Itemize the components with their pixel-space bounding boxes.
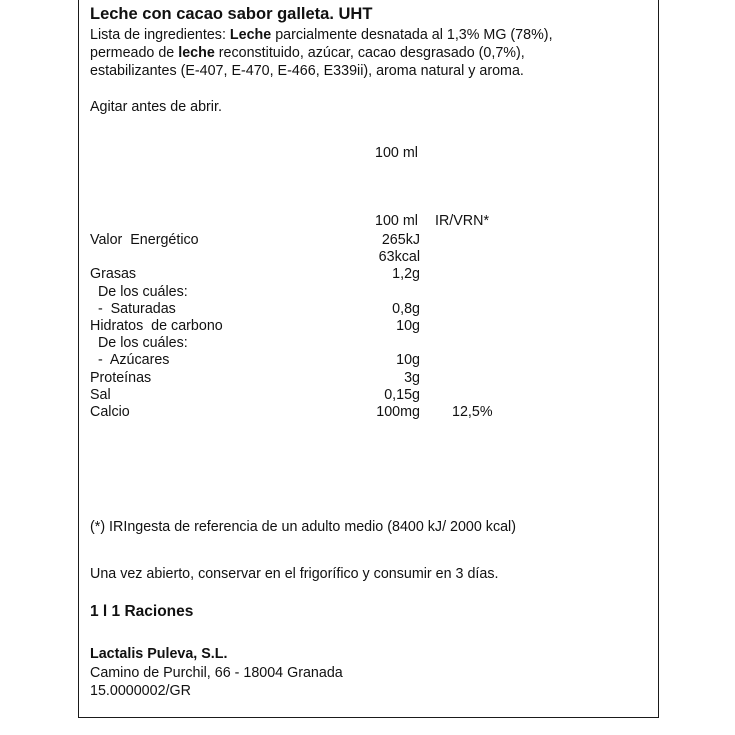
company-address: Camino de Purchil, 66 - 18004 Granada <box>90 665 343 681</box>
nutrition-row-label: - Saturadas <box>90 300 176 317</box>
nutrition-row-value: 0,15g <box>384 386 420 403</box>
company-name: Lactalis Puleva, S.L. <box>90 646 228 662</box>
nutrition-row-label: - Azúcares <box>90 352 170 369</box>
ingredients-line-1-rest: parcialmente desnatada al 1,3% MG (78%), <box>271 27 553 43</box>
column-header-100ml: 100 ml <box>375 213 418 229</box>
ingredients-line-1 <box>90 26 553 44</box>
nutrition-row-ir: 12,5% <box>452 404 493 420</box>
nutrition-row-label: Sal <box>90 386 111 403</box>
product-title: Leche con cacao sabor galleta. UHT <box>90 5 373 23</box>
nutrition-row-value: 265kJ <box>381 232 420 248</box>
nutrition-row-value: 100mg <box>376 404 420 420</box>
company-registry: 15.0000002/GR <box>90 683 191 699</box>
serving-header: 100 ml <box>375 145 418 161</box>
ingredients-line-2 <box>90 44 525 62</box>
nutrition-row-value: 10g <box>396 352 420 369</box>
ingredient-leche-bold: Leche <box>229 27 272 43</box>
nutrition-row-label: De los cuáles: <box>90 335 188 352</box>
portions-heading: 1 l 1 Raciones <box>90 603 194 620</box>
ingredients-line-2-rest: reconstituido, azúcar, cacao desgrasado (0,7%), <box>214 45 525 61</box>
ingredients-line-3: estabilizantes (E-407, E-470, E-466, E339ii), aroma natural y aroma. <box>90 63 524 79</box>
ingredients-line-2-prefix: permeado de <box>90 45 179 61</box>
nutrition-row-label: Grasas <box>90 266 137 283</box>
nutrition-row-value: 1,2g <box>392 266 420 283</box>
nutrition-row-label: De los cuáles: <box>90 283 188 300</box>
nutrition-row-value: 3g <box>404 369 420 386</box>
ingredient-leche-bold-2: leche <box>178 45 215 61</box>
nutrition-row-value: 10g <box>396 318 420 334</box>
nutrition-row-value: 0,8g <box>392 300 420 317</box>
nutrition-row-label: Valor Energético <box>90 232 199 248</box>
instructions-text: Agitar antes de abrir. <box>90 99 222 115</box>
nutrition-footnote: (*) IRIngesta de referencia de un adulto medio (8400 kJ/ 2000 kcal) <box>90 519 516 535</box>
storage-instructions: Una vez abierto, conservar en el frigorífico y consumir en 3 días. <box>90 566 499 582</box>
ingredients-prefix: Lista de ingredientes: <box>90 27 230 43</box>
nutrition-row-value: 63kcal <box>378 249 420 266</box>
nutrition-row-label: Proteínas <box>90 369 152 386</box>
nutrition-row-label: Calcio <box>90 404 130 420</box>
column-header-ir: IR/VRN* <box>435 213 490 229</box>
nutrition-row-label: Hidratos de carbono <box>90 318 223 334</box>
